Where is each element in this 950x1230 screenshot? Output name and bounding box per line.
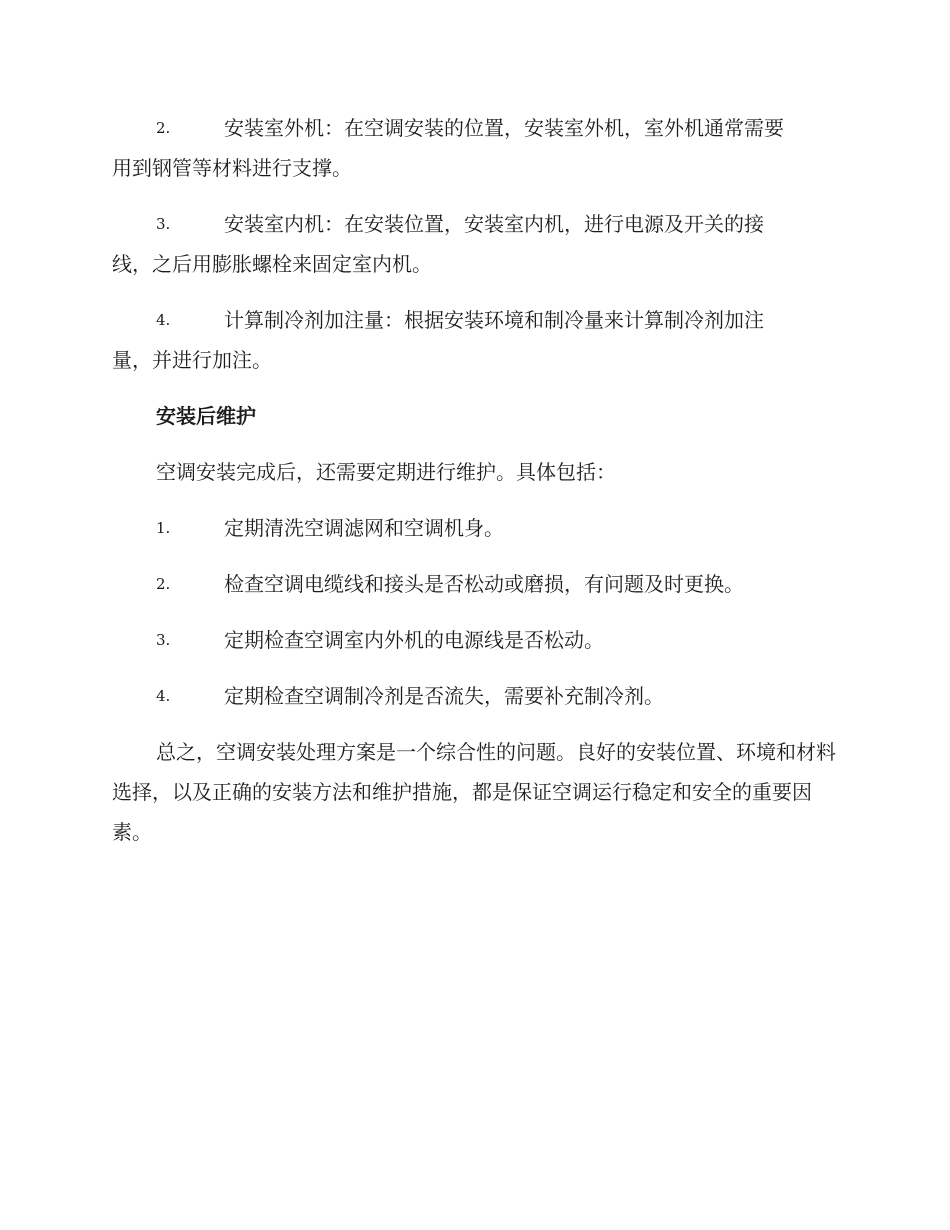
list-text: 定期检查空调制冷剂是否流失，需要补充制冷剂。 [224, 684, 664, 708]
maintenance-item-3 [112, 620, 838, 660]
list-number: 2. [156, 119, 171, 137]
list-text-line1: 计算制冷剂加注量：根据安装环境和制冷量来计算制冷剂加注 [224, 308, 764, 332]
install-step-3 [112, 204, 838, 284]
list-text: 检查空调电缆线和接头是否松动或磨损，有问题及时更换。 [224, 572, 744, 596]
maintenance-item-1 [112, 508, 838, 548]
list-text-line1: 安装室内机：在安装位置，安装室内机，进行电源及开关的接 [224, 212, 764, 236]
document-body [112, 108, 838, 868]
conclusion-paragraph: 总之，空调安装处理方案是一个综合性的问题。良好的安装位置、环境和材料选择，以及正确的安装方法和维护措施，都是保证空调运行稳定和安全的重要因素。 [112, 740, 836, 844]
list-number: 1. [156, 519, 171, 537]
list-text-line1: 安装室外机：在空调安装的位置，安装室外机，室外机通常需要 [224, 116, 784, 140]
maintenance-item-2 [112, 564, 838, 604]
list-number: 4. [156, 687, 171, 705]
install-step-4 [112, 300, 838, 380]
list-text-line2: 量，并进行加注。 [112, 348, 272, 372]
list-text-line2: 用到钢管等材料进行支撑。 [112, 156, 352, 180]
list-text-line2: 线，之后用膨胀螺栓来固定室内机。 [112, 252, 432, 276]
maintenance-intro: 空调安装完成后，还需要定期进行维护。具体包括： [156, 460, 616, 484]
install-step-2 [112, 108, 838, 188]
list-number: 3. [156, 631, 171, 649]
list-number: 2. [156, 575, 171, 593]
list-number: 3. [156, 215, 171, 233]
list-text: 定期检查空调室内外机的电源线是否松动。 [224, 628, 604, 652]
list-number: 4. [156, 311, 171, 329]
section-heading: 安装后维护 [156, 404, 256, 428]
list-text: 定期清洗空调滤网和空调机身。 [224, 516, 504, 540]
maintenance-item-4 [112, 676, 838, 716]
